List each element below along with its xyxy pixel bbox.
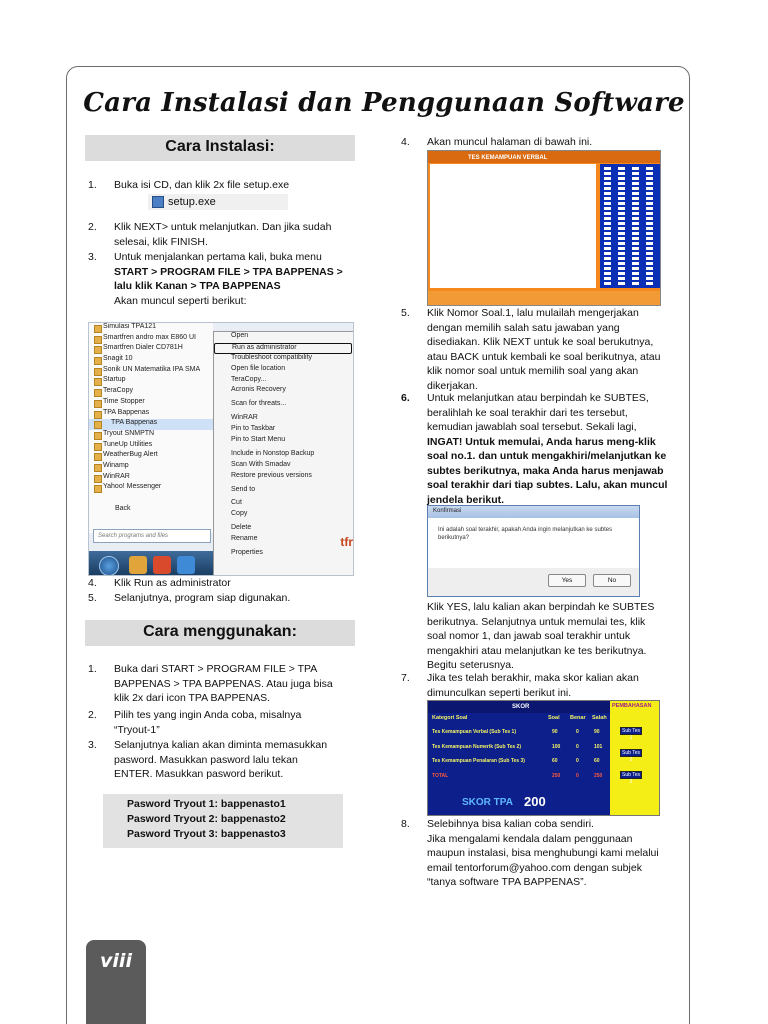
pembahasan-button[interactable]: Sub Tes 1 [620, 727, 642, 735]
step-text: pasword. Masukkan pasword lalu tekan [114, 753, 298, 766]
question-number-cell[interactable] [646, 217, 653, 220]
question-number-cell[interactable] [604, 172, 611, 175]
step-text: Buka dari START > PROGRAM FILE > TPA [114, 663, 318, 675]
context-menu-item[interactable]: Open file location [231, 364, 286, 372]
no-button[interactable]: No [593, 574, 631, 587]
step-text: dikerjakan. [427, 379, 478, 392]
step-text: lalu klik Kanan > TPA BAPPENAS [114, 280, 281, 292]
question-number-cell[interactable] [646, 262, 653, 265]
question-number-cell[interactable] [632, 262, 639, 265]
page-number: viii [100, 950, 132, 972]
question-number-cell[interactable] [632, 242, 639, 245]
context-menu-item[interactable]: Scan With Smadav [231, 460, 291, 468]
score-row [428, 740, 610, 755]
confirmation-dialog [427, 505, 640, 597]
step-text: Untuk melanjutkan atau berpindah ke SUBTES, [427, 392, 649, 404]
step-text: ENTER. Masukkan pasword berikut. [114, 768, 284, 780]
question-number-cell[interactable] [604, 182, 611, 185]
step-text: “tanya software TPA BAPPENAS”. [427, 876, 587, 888]
question-number-cell[interactable] [604, 237, 611, 240]
question-number-cell[interactable] [618, 247, 625, 250]
dialog-title: Konfirmasi [428, 506, 639, 518]
step-number: 4. [401, 136, 410, 148]
installer-icon [152, 196, 164, 208]
step-number: 7. [401, 672, 410, 684]
step-text: Klik Nomor Soal.1, lalu mulailah mengerjakan [427, 307, 639, 319]
start-menu-item[interactable]: TuneUp Utilities [89, 441, 213, 452]
score-category: Tes Kemampuan Numerik (Sub Tes 2) [432, 743, 522, 750]
step-text: Akan muncul halaman di bawah ini. [427, 136, 593, 148]
pembahasan-button[interactable]: Sub Tes 3 [620, 771, 642, 779]
question-number-cell[interactable] [646, 242, 653, 245]
score-value: 200 [524, 794, 546, 809]
step-text: mengakhiri atau melanjutkan ke tes berikutnya. [427, 644, 647, 657]
step-text: START > PROGRAM FILE > TPA BAPPENAS > [114, 265, 343, 278]
start-menu-item[interactable]: WeatherBug Alert [89, 451, 213, 462]
question-number-cell[interactable] [604, 192, 611, 195]
question-number-cell[interactable] [618, 222, 625, 225]
question-number-cell[interactable] [604, 197, 611, 200]
start-menu-item[interactable]: Smartfren andro max E860 UI [89, 334, 213, 345]
step-text: subtes berikutnya, maka Anda harus menjawab [427, 464, 664, 477]
start-menu-item[interactable]: Time Stopper [89, 398, 213, 409]
question-number-cell[interactable] [646, 177, 653, 180]
step-text: “Tryout-1” [114, 723, 160, 736]
question-number-cell[interactable] [604, 227, 611, 230]
question-number-cell[interactable] [604, 212, 611, 215]
score-category: Tes Kemampuan Penalaran (Sub Tes 3) [432, 758, 525, 764]
question-number-cell[interactable] [604, 222, 611, 225]
question-number-cell[interactable] [604, 167, 611, 170]
question-number-cell[interactable] [646, 267, 653, 270]
step-text: soal nomor 1, dan jawab soal terakhir untuk [427, 630, 631, 642]
step-number: 3. [88, 739, 97, 751]
context-menu-item[interactable]: Include in Nonstop Backup [231, 449, 315, 457]
question-number-cell[interactable] [604, 262, 611, 265]
step-text: BAPPENAS > TPA BAPPENAS. Atau juga bisa [114, 677, 333, 690]
question-number-cell[interactable] [646, 172, 653, 175]
question-number-cell[interactable] [646, 252, 653, 255]
step-text: Klik YES, lalu kalian akan berpindah ke SUBTES [427, 601, 655, 613]
question-number-cell[interactable] [632, 167, 639, 170]
question-number-cell[interactable] [632, 202, 639, 205]
start-menu-back[interactable]: Back [115, 505, 131, 512]
question-number-cell[interactable] [646, 277, 653, 280]
password-line: Pasword Tryout 3: bappenasto3 [127, 828, 286, 840]
pembahasan-button[interactable]: Sub Tes 2 [620, 749, 642, 757]
step-text: Klik NEXT> untuk melanjutkan. Dan jika sudah [114, 221, 332, 233]
question-number-cell[interactable] [632, 232, 639, 235]
background-text-fragment: tfr [340, 535, 353, 549]
question-number-cell[interactable] [632, 227, 639, 230]
score-column-header: Kategori Soal [432, 715, 468, 721]
question-number-cell[interactable] [618, 237, 625, 240]
dialog-message: Ini adalah soal terakhir, apakah Anda ingin melanjutkan ke subtes berikutnya? [438, 527, 613, 541]
step-number: 3. [88, 251, 97, 263]
score-salah: 60 [594, 758, 600, 764]
pembahasan-header: PEMBAHASAN [612, 703, 652, 709]
test-screen-screenshot [427, 150, 661, 306]
score-salah: 101 [594, 743, 603, 750]
step-text: INGAT! Untuk memulai, Anda harus meng-klik [427, 435, 656, 448]
start-menu-item[interactable]: Simulasi TPA121 [89, 323, 213, 334]
setup-file-label: setup.exe [168, 196, 216, 208]
run-as-administrator-item[interactable]: Run as administrator [214, 343, 352, 354]
start-orb-icon[interactable] [99, 556, 119, 576]
question-number-cell[interactable] [646, 282, 653, 285]
question-number-cell[interactable] [646, 207, 653, 210]
start-menu-item[interactable]: Snagit 10 [89, 355, 213, 366]
score-row [428, 725, 610, 740]
score-row [428, 754, 610, 769]
question-number-grid[interactable] [600, 164, 660, 288]
question-number-cell[interactable] [618, 227, 625, 230]
taskbar-app-icon[interactable] [153, 556, 171, 574]
test-screen-footer [428, 291, 661, 306]
score-screenshot [427, 700, 660, 816]
step-text: Jika mengalami kendala dalam penggunaan [427, 832, 633, 845]
question-number-cell[interactable] [646, 212, 653, 215]
question-number-cell[interactable] [632, 217, 639, 220]
step-text: email tentorforum@yahoo.com dengan subjek [427, 861, 642, 874]
score-total-row [428, 769, 610, 784]
score-soal: 60 [552, 758, 558, 764]
score-category: Tes Kemampuan Verbal (Sub Tes 1) [432, 729, 517, 735]
question-number-cell[interactable] [632, 237, 639, 240]
taskbar-app-icon[interactable] [129, 556, 147, 574]
step-text: jendela berikut. [427, 493, 505, 506]
question-number-cell[interactable] [632, 177, 639, 180]
question-number-cell[interactable] [646, 182, 653, 185]
question-number-cell[interactable] [618, 197, 625, 200]
step-number: 2. [88, 221, 97, 233]
question-number-cell[interactable] [632, 222, 639, 225]
question-number-cell[interactable] [618, 212, 625, 215]
context-menu-screenshot [88, 322, 354, 576]
context-menu-item[interactable]: Copy [231, 510, 248, 518]
context-menu-item[interactable]: Pin to Start Menu [231, 436, 286, 444]
step-text: berikutnya. Selanjutnya untuk memulai tes, klik [427, 615, 646, 628]
question-number-cell[interactable] [646, 202, 653, 205]
question-number-cell[interactable] [632, 267, 639, 270]
taskbar-app-icon[interactable] [177, 556, 195, 574]
score-soal: 250 [552, 772, 561, 779]
question-number-cell[interactable] [618, 182, 625, 185]
step-text: beralihlah ke soal terakhir dari tes tersebut, [427, 406, 628, 419]
question-number-cell[interactable] [618, 262, 625, 265]
question-number-cell[interactable] [618, 207, 625, 210]
score-benar: 0 [576, 772, 579, 779]
start-menu-item[interactable]: TPA Bappenas [89, 409, 213, 420]
step-number: 2. [88, 709, 97, 721]
question-number-cell[interactable] [618, 187, 625, 190]
step-text: Untuk menjalankan pertama kali, buka menu [114, 251, 322, 263]
step-text: Jika tes telah berakhir, maka skor kalian akan [427, 672, 639, 684]
question-number-cell[interactable] [604, 232, 611, 235]
context-menu-item[interactable]: Cut [231, 499, 242, 507]
score-soal: 100 [552, 743, 561, 750]
step-text: dengan memilih salah satu jawaban yang [427, 321, 620, 334]
question-number-cell[interactable] [618, 272, 625, 275]
context-menu-item[interactable]: Properties [231, 549, 263, 557]
test-screen-title: TES KEMAMPUAN VERBAL [468, 155, 548, 161]
question-number-cell[interactable] [604, 202, 611, 205]
context-menu-item[interactable]: Troubleshoot compatibility [231, 353, 313, 361]
start-menu-item-selected[interactable]: TPA Bappenas [89, 419, 213, 430]
step-text: Selebihnya bisa kalian coba sendiri. [427, 818, 594, 830]
question-number-cell[interactable] [618, 167, 625, 170]
page-title: Cara Instalasi dan Penggunaan Software [83, 88, 685, 118]
question-number-cell[interactable] [632, 172, 639, 175]
question-panel [430, 164, 596, 288]
question-number-cell[interactable] [646, 187, 653, 190]
start-menu-item[interactable]: Winamp [89, 462, 213, 473]
score-category: TOTAL [432, 772, 449, 779]
context-menu-item[interactable]: Scan for threats... [231, 400, 287, 408]
question-number-cell[interactable] [604, 177, 611, 180]
question-number-cell[interactable] [618, 177, 625, 180]
question-number-cell[interactable] [618, 252, 625, 255]
question-number-cell[interactable] [604, 187, 611, 190]
question-number-cell[interactable] [618, 232, 625, 235]
score-salah: 250 [594, 772, 603, 779]
step-text: atau BACK untuk kembali ke soal berikutnya, atau [427, 350, 661, 363]
score-header: SKOR [512, 704, 530, 710]
score-benar: 0 [576, 729, 579, 735]
question-number-cell[interactable] [632, 272, 639, 275]
question-number-cell[interactable] [618, 217, 625, 220]
step-text: selesai, klik FINISH. [114, 235, 208, 248]
start-menu-item[interactable]: Startup [89, 376, 213, 387]
yes-button[interactable]: Yes [548, 574, 586, 587]
start-menu-item[interactable]: Sonik UN Matematika IPA SMA [89, 366, 213, 377]
score-salah: 90 [594, 729, 600, 735]
question-number-cell[interactable] [618, 267, 625, 270]
question-number-cell[interactable] [632, 252, 639, 255]
question-number-cell[interactable] [604, 277, 611, 280]
step-text: disediakan. Klik NEXT untuk ke soal berukutnya, [427, 336, 654, 348]
step-number: 8. [401, 818, 410, 830]
step-number: 6. [401, 392, 410, 404]
start-menu-item[interactable]: Smartfren Dialer CD781H [89, 344, 213, 355]
step-text: Pilih tes yang ingin Anda coba, misalnya [114, 709, 302, 721]
question-number-cell[interactable] [632, 207, 639, 210]
step-text: Selanjutnya kalian akan diminta memasukkan [114, 739, 328, 751]
step-text: Buka isi CD, dan klik 2x file setup.exe [114, 179, 290, 191]
question-number-cell[interactable] [646, 222, 653, 225]
start-menu-item[interactable]: Tryout SNMPTN [89, 430, 213, 441]
start-menu-list [89, 323, 213, 533]
context-menu-item[interactable]: Delete [231, 524, 252, 532]
question-number-cell[interactable] [604, 207, 611, 210]
question-number-cell[interactable] [632, 247, 639, 250]
score-rows [428, 725, 610, 783]
context-menu-item[interactable]: Open [231, 332, 249, 339]
step-number: 4. [88, 577, 97, 589]
question-number-cell[interactable] [646, 247, 653, 250]
start-menu-item[interactable]: WinRAR [89, 473, 213, 484]
step-text: kemudian jawablah soal tersebut. Sekali lagi, [427, 421, 637, 433]
score-label: SKOR TPA [462, 797, 513, 808]
context-menu-item[interactable]: Rename [231, 535, 258, 543]
step-text: klik nomor soal untuk memilih soal yang akan [427, 365, 639, 377]
question-number-cell[interactable] [604, 247, 611, 250]
question-number-cell[interactable] [632, 257, 639, 260]
question-number-cell[interactable] [646, 227, 653, 230]
score-soal: 90 [552, 729, 558, 735]
setup-file-item[interactable] [148, 194, 288, 210]
question-number-cell[interactable] [618, 202, 625, 205]
context-menu-item[interactable]: Restore previous versions [231, 471, 312, 479]
question-number-cell[interactable] [604, 257, 611, 260]
step-text: soal no.1. dan untuk mengakhiri/melanjutkan ke [427, 450, 667, 462]
question-number-cell[interactable] [604, 252, 611, 255]
question-number-cell[interactable] [632, 212, 639, 215]
step-number: 5. [401, 307, 410, 319]
start-search-input[interactable]: Search programs and files [93, 529, 211, 543]
context-menu-item[interactable]: Pin to Taskbar [231, 425, 276, 433]
step-text: Begitu seterusnya. [427, 659, 514, 671]
password-line: Pasword Tryout 1: bappenasto1 [127, 798, 286, 810]
context-menu [213, 331, 354, 576]
question-number-cell[interactable] [618, 172, 625, 175]
question-number-cell[interactable] [646, 167, 653, 170]
step-text: soal terakhir dari tiap subtes. Lalu, akan muncul [427, 479, 668, 491]
question-number-cell[interactable] [618, 282, 625, 285]
question-number-cell[interactable] [618, 277, 625, 280]
context-menu-item[interactable]: Send to [231, 485, 256, 493]
question-number-cell[interactable] [632, 187, 639, 190]
score-column-header: Salah [592, 715, 607, 721]
question-number-cell[interactable] [632, 197, 639, 200]
question-number-cell[interactable] [618, 242, 625, 245]
question-number-cell[interactable] [618, 257, 625, 260]
step-text: maupun instalasi, bisa menghubungi kami melalui [427, 847, 659, 859]
context-menu-item[interactable]: WinRAR [231, 414, 258, 422]
score-benar: 0 [576, 743, 579, 750]
question-number-cell[interactable] [604, 242, 611, 245]
score-column-header: Soal [548, 715, 560, 721]
usage-heading: Cara menggunakan: [85, 620, 355, 646]
question-number-cell[interactable] [604, 267, 611, 270]
step-number: 1. [88, 663, 97, 675]
question-number-cell[interactable] [646, 237, 653, 240]
start-menu-item[interactable]: TeraCopy [89, 387, 213, 398]
question-number-cell[interactable] [632, 282, 639, 285]
score-column-header: Benar [570, 715, 586, 721]
step-number: 5. [88, 592, 97, 604]
question-number-cell[interactable] [646, 192, 653, 195]
context-menu-item[interactable]: Acronis Recovery [231, 386, 286, 394]
password-line: Pasword Tryout 2: bappenasto2 [127, 813, 286, 825]
step-number: 1. [88, 179, 97, 191]
start-menu-item[interactable]: Yahoo! Messenger [89, 483, 213, 494]
question-number-cell[interactable] [646, 232, 653, 235]
step-text: Klik Run as administrator [114, 577, 231, 589]
password-box [103, 794, 343, 848]
step-text: dimunculkan seperti berikut ini. [427, 686, 572, 699]
score-benar: 0 [576, 758, 579, 764]
question-number-cell[interactable] [604, 282, 611, 285]
question-number-cell[interactable] [618, 192, 625, 195]
question-number-cell[interactable] [604, 217, 611, 220]
question-number-cell[interactable] [632, 277, 639, 280]
question-number-cell[interactable] [632, 192, 639, 195]
step-text: Selanjutnya, program siap digunakan. [114, 592, 291, 604]
step-text: klik 2x dari icon TPA BAPPENAS. [114, 692, 271, 704]
question-number-cell[interactable] [604, 272, 611, 275]
context-menu-item[interactable]: TeraCopy... [231, 375, 267, 383]
question-number-cell[interactable] [646, 272, 653, 275]
question-number-cell[interactable] [632, 182, 639, 185]
question-number-cell[interactable] [646, 257, 653, 260]
install-heading: Cara Instalasi: [85, 135, 355, 161]
step-text: Akan muncul seperti berikut: [114, 294, 247, 307]
question-number-cell[interactable] [646, 197, 653, 200]
